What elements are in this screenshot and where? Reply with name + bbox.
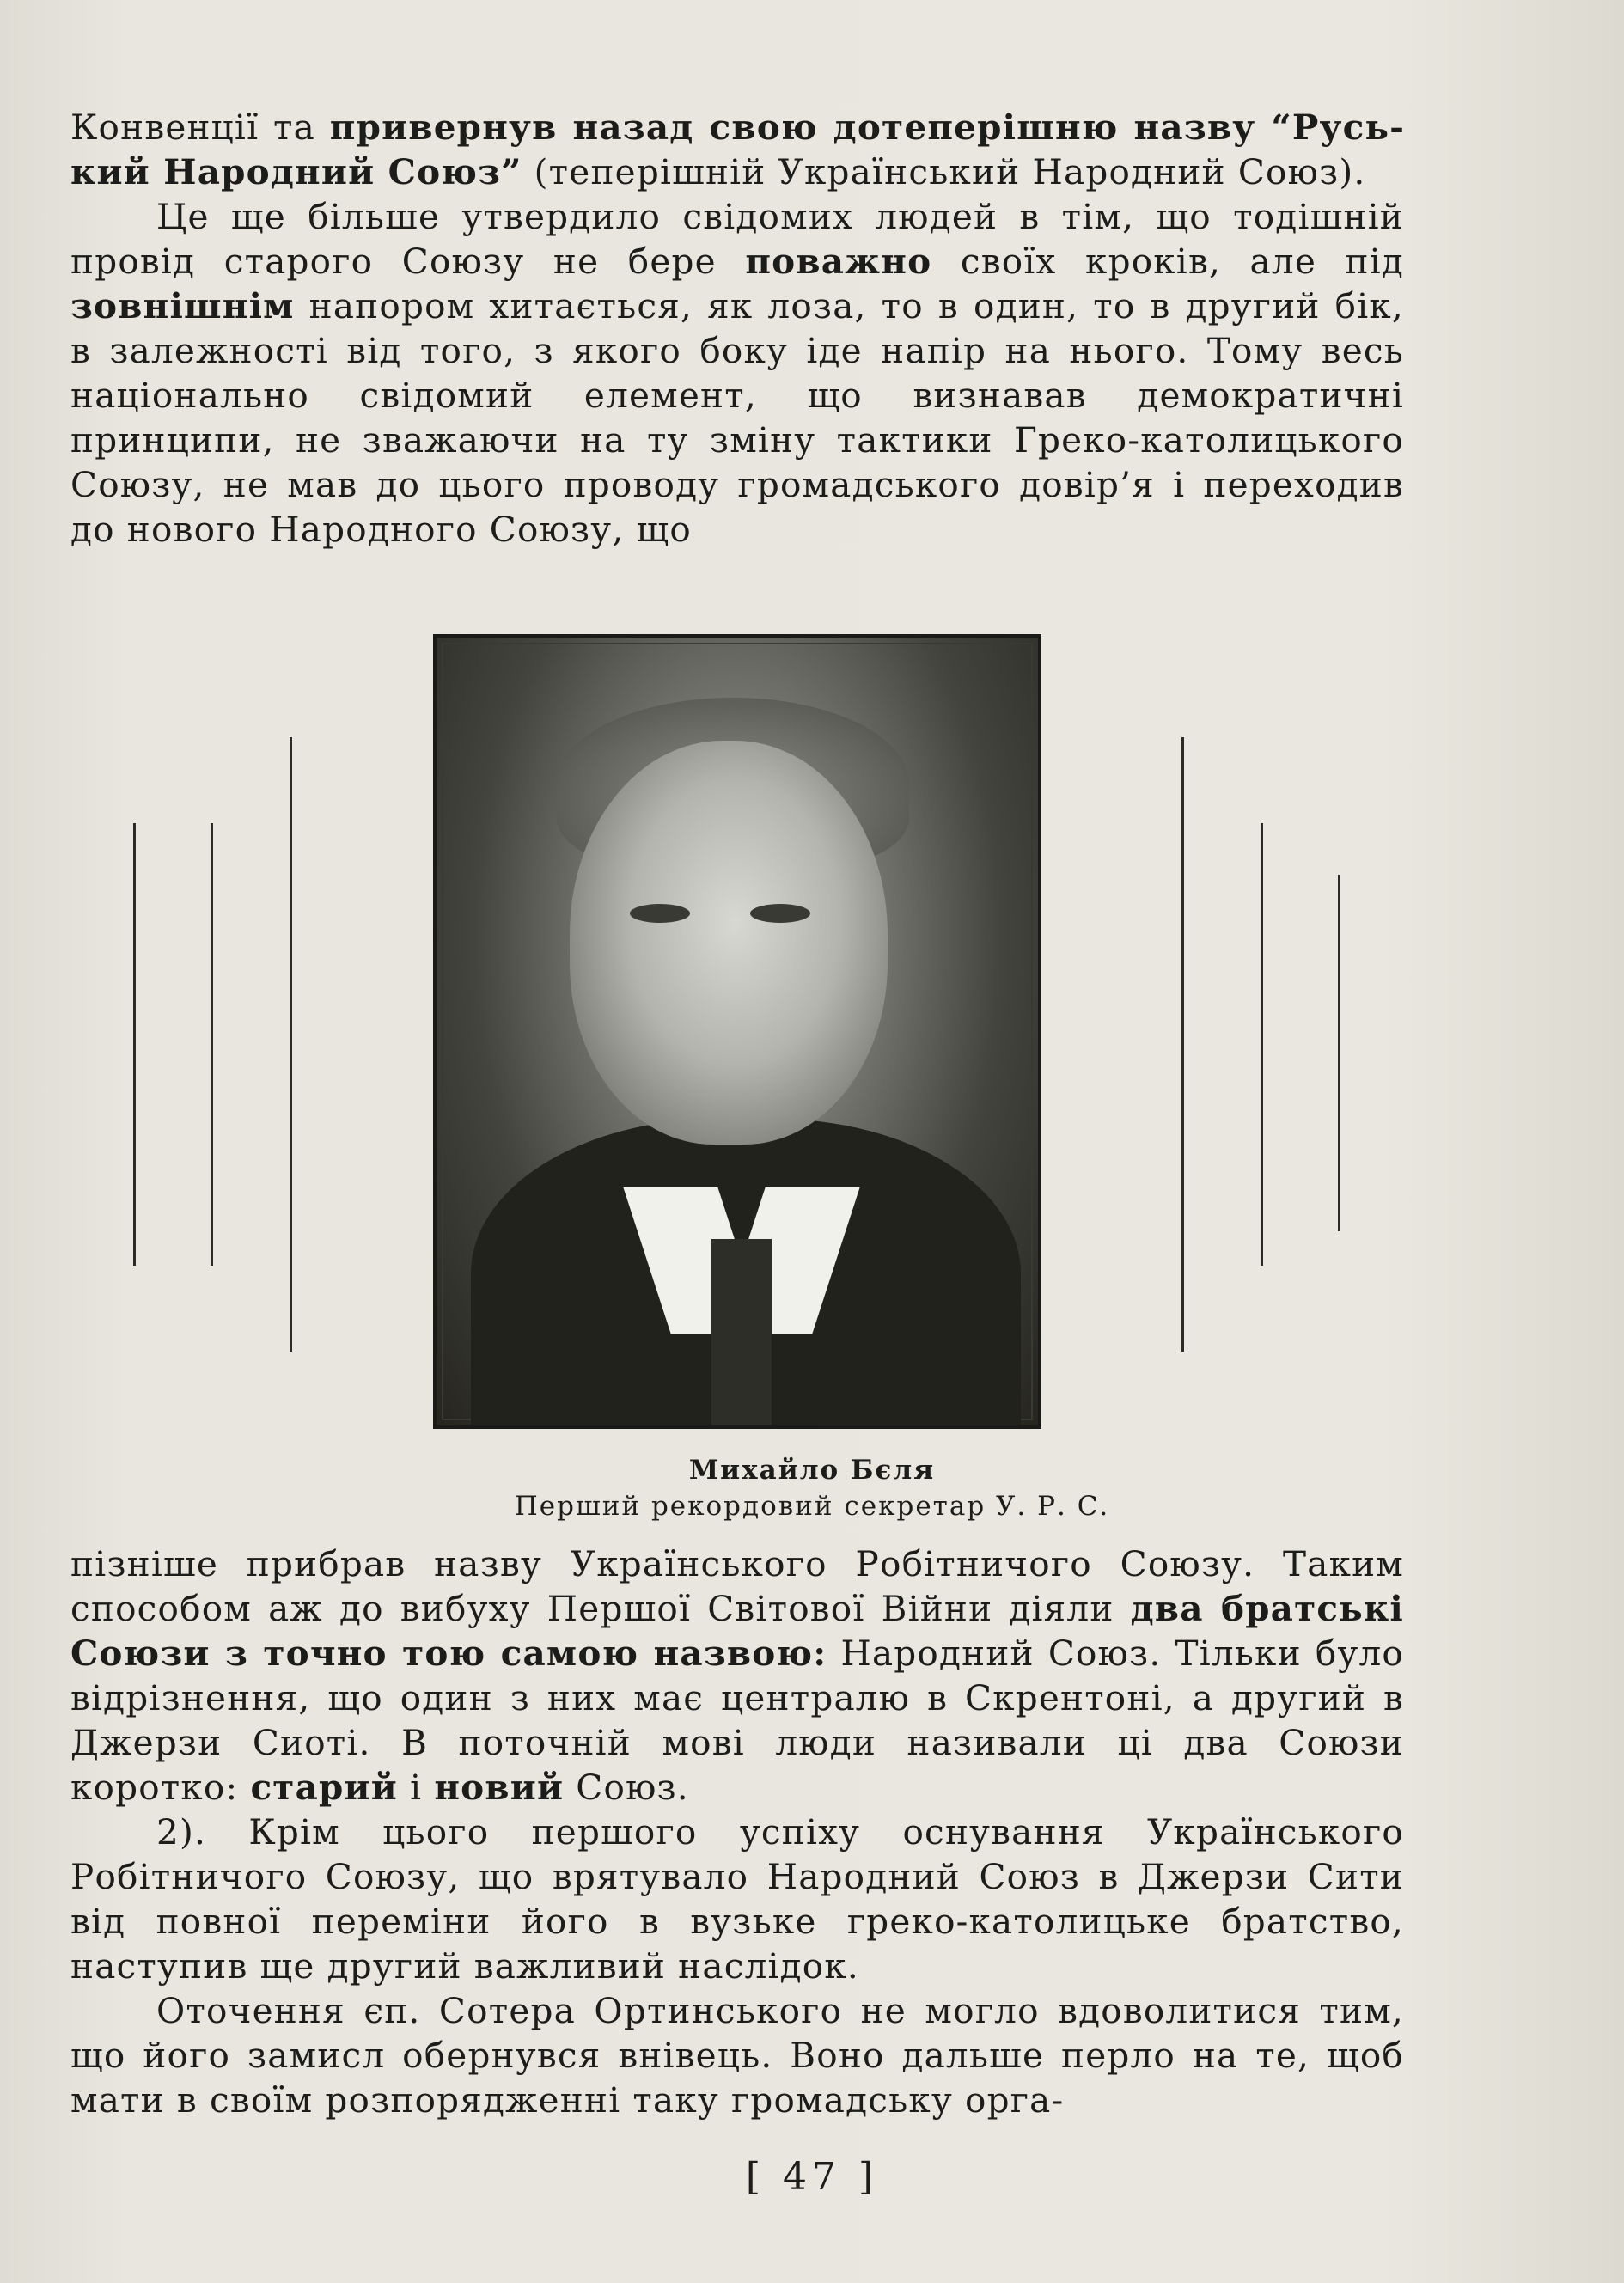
- page-number: [ 47 ]: [745, 2155, 879, 2199]
- paragraph: [70, 194, 1404, 552]
- text-run: (теперішній Український Народний Союз).: [522, 151, 1366, 192]
- decorative-line: [290, 737, 292, 1352]
- decorative-line: [133, 823, 136, 1266]
- decorative-line: [211, 823, 213, 1266]
- text-run: Союз.: [564, 1767, 689, 1808]
- portrait-photo: [433, 634, 1041, 1429]
- photo-caption-name: Михайло Бєля: [688, 1455, 936, 1486]
- paragraph: [70, 1541, 1404, 1810]
- portrait-eye: [630, 904, 690, 923]
- text-run: своїх кроків, але під: [931, 241, 1405, 282]
- bottom-text-block: [70, 1541, 1404, 2122]
- decorative-line: [1338, 875, 1340, 1231]
- bold-text-run: старий: [250, 1767, 399, 1808]
- photo-caption-role: Перший рекордовий секретар У. Р. С.: [514, 1491, 1110, 1522]
- portrait-tie: [711, 1239, 772, 1428]
- text-run: і: [398, 1767, 435, 1808]
- bold-text-run: новий: [434, 1767, 565, 1808]
- text-run: пізніше прибрав назву Українського Робітничого Союзу. Таким способом аж до вибуху Першої Світової Війни діяли: [70, 1543, 1404, 1629]
- text-run: Народний Союз. Тільки було відрізнення, що один з них має централю в Скрентоні, а другий в Джерзи Сиоті. В поточній мові люди називали ці два Союзи коротко:: [70, 1633, 1404, 1808]
- paragraph: 2). Крім цього першого успіху оснування Українського Робітничого Союзу, що врятувало Народний Союз в Джерзи Сити від повної переміни його в вузьке греко-католицьке братство, наступив ще другий важливий наслідок.: [70, 1811, 1404, 1987]
- paragraph: [70, 105, 1404, 194]
- portrait-face: [570, 741, 888, 1145]
- decorative-line: [1181, 737, 1184, 1352]
- bold-text-run: зовнішнім: [70, 285, 295, 327]
- text-run: Це ще більше утвердило свідомих людей в тім, що тодішній провід старого Союзу не бере: [70, 196, 1404, 282]
- text-run: напором хитається, як лоза, то в один, то в другий бік, в залежності від того, з якого боку іде напір на нього. Тому весь національно свідомий елемент, що визнавав демократичні принципи, не зважаючи на ту зміну тактики Греко-католицького Союзу, не мав до цього проводу громадського довір’я і переходив до нового Народного Союзу, що: [70, 285, 1404, 550]
- bold-text-run: поважно: [745, 241, 932, 282]
- text-run: Конвенції та: [70, 107, 330, 148]
- paragraph: Оточення єп. Сотера Ортинського не могло вдоволитися тим, що його замисл обернувся внівець. Воно дальше перло на те, щоб мати в своїм розпорядженні таку громадську орга-: [70, 1990, 1404, 2121]
- bold-text-run: два братські Союзи з точно тою самою назвою:: [70, 1588, 1404, 1674]
- portrait-eye: [750, 904, 810, 923]
- decorative-line: [1261, 823, 1263, 1266]
- top-text-block: [70, 105, 1404, 552]
- bold-text-run: привернув назад свою дотеперішню назву “Руський Народний Союз”: [70, 107, 1404, 192]
